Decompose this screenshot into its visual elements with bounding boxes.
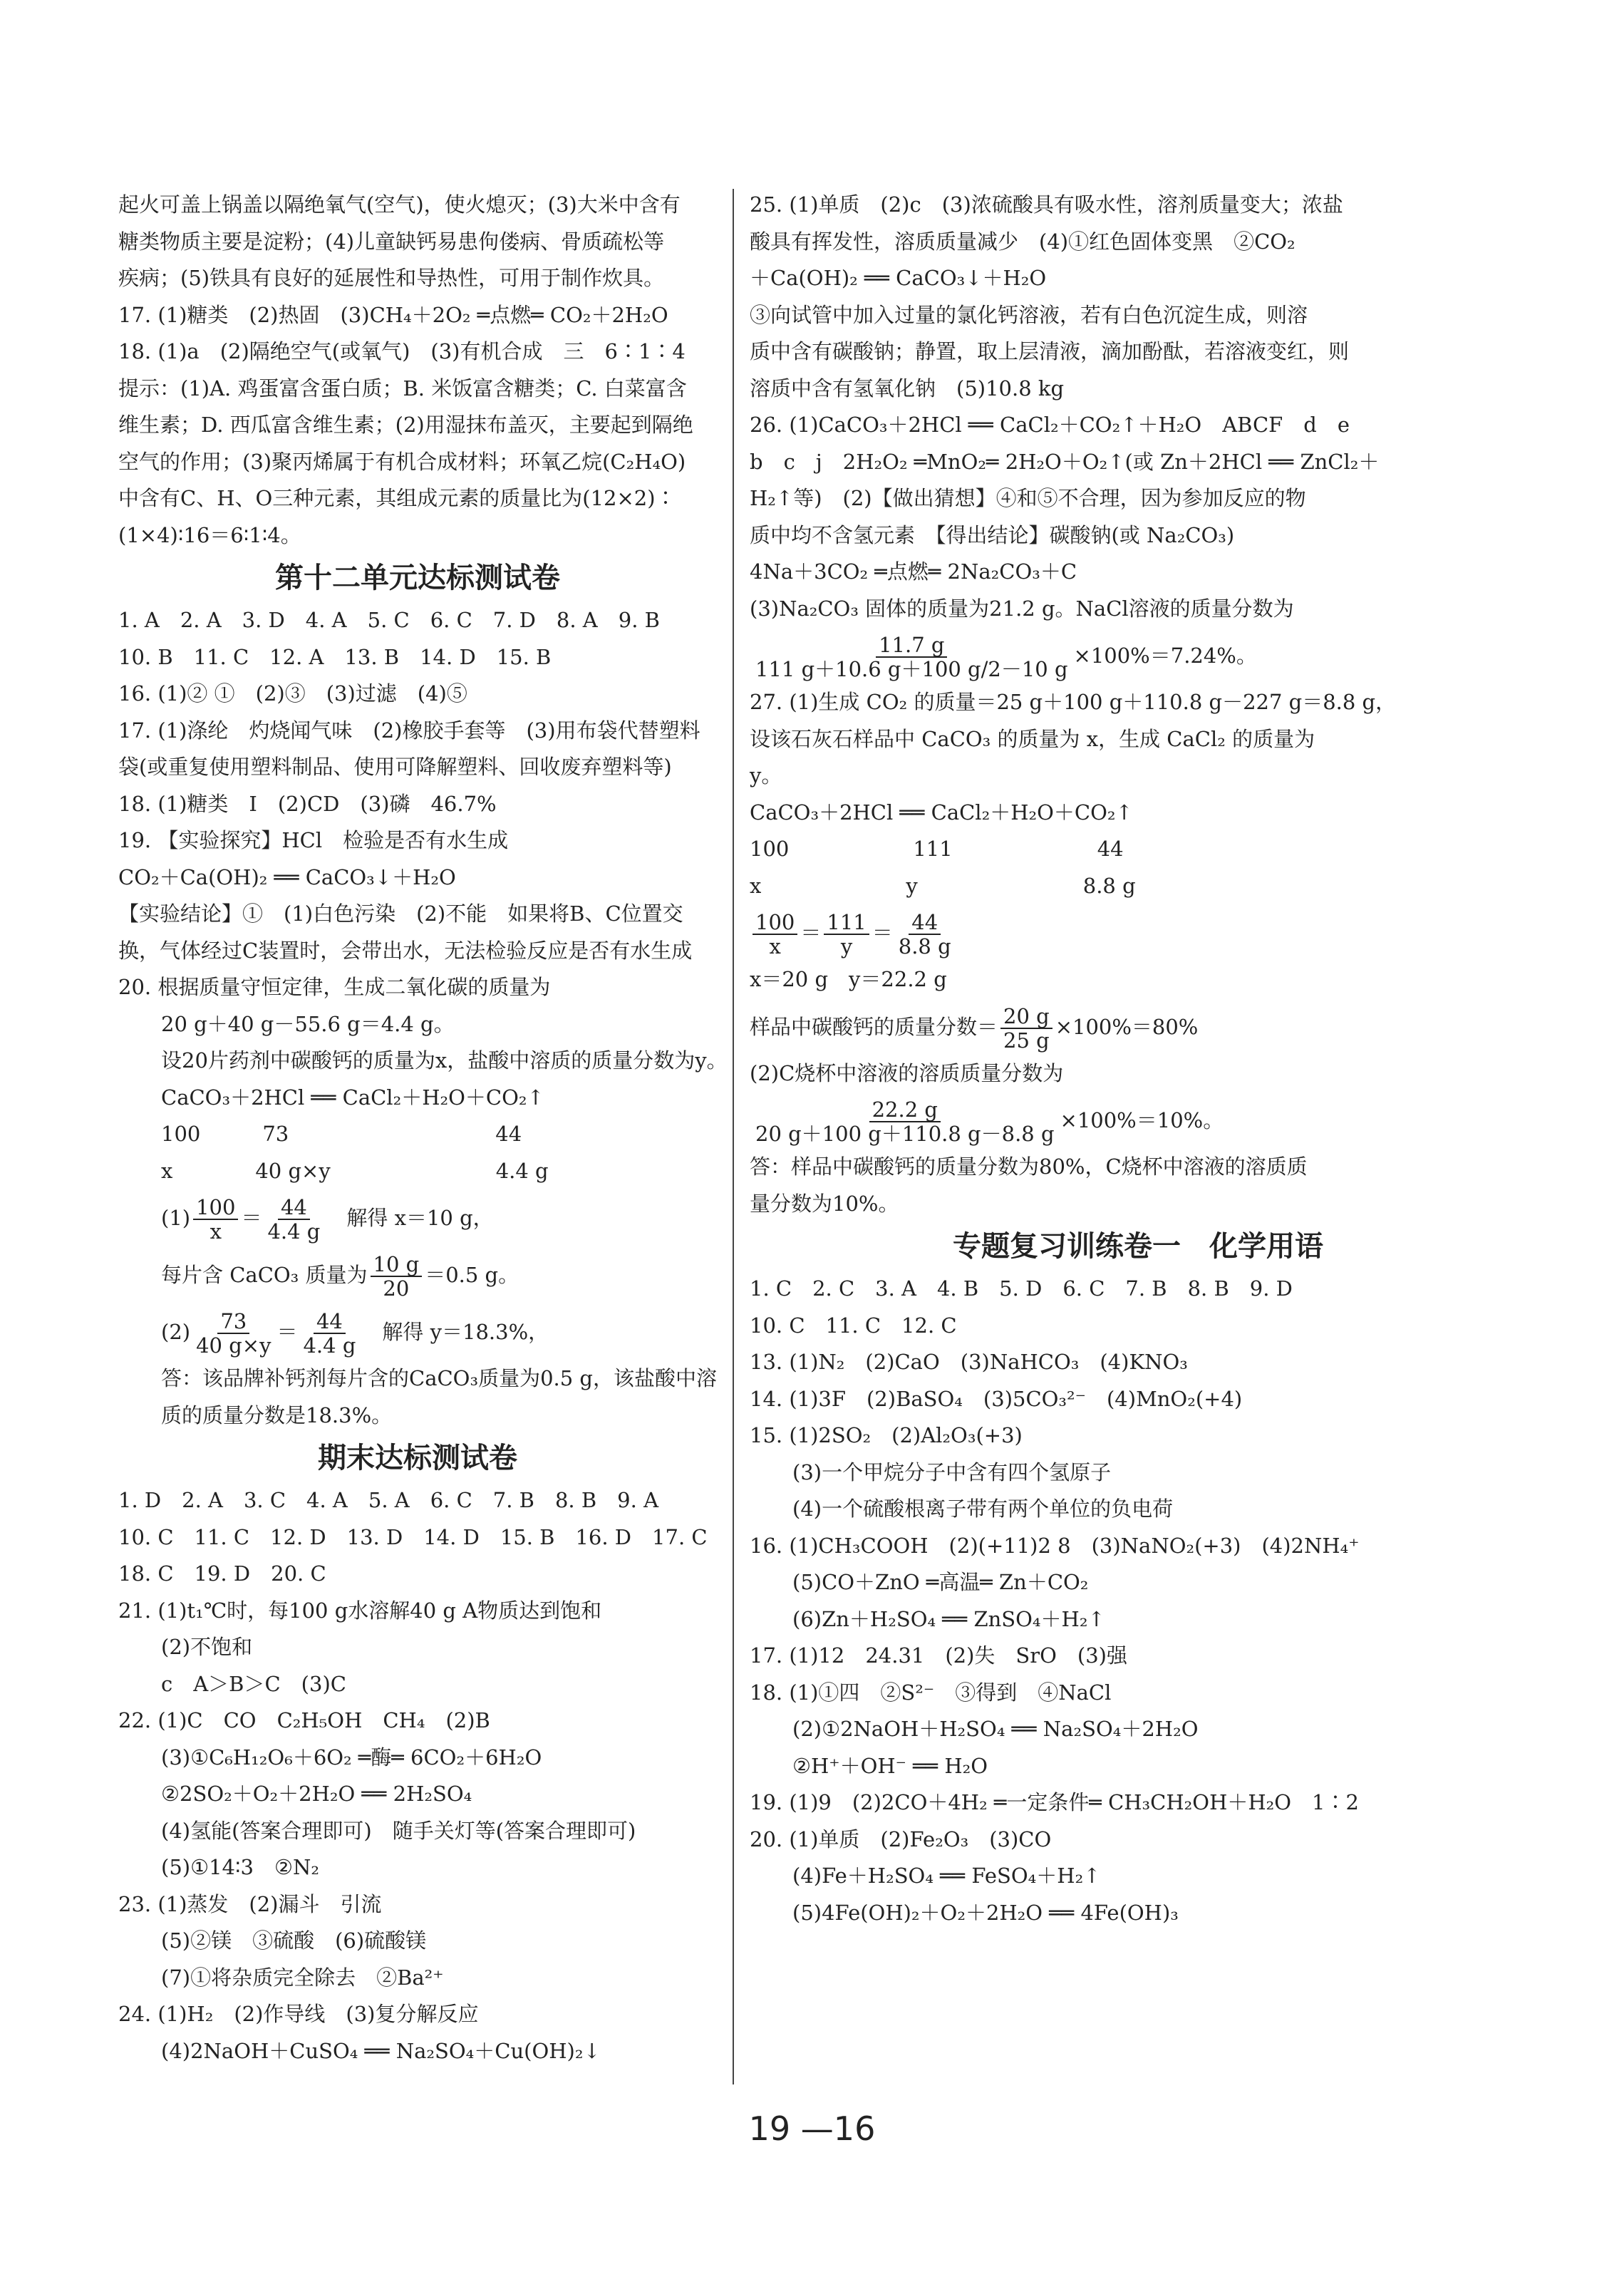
answer-line: 14. (1)3F (2)BaSO₄ (3)5CO₃²⁻ (4)MnO₂(+4) xyxy=(750,1386,1243,1411)
answer-line: 4Na＋3CO₂ ═点燃═ 2Na₂CO₃＋C xyxy=(750,559,1077,584)
section-heading: 专题复习训练卷一 化学用语 xyxy=(953,1230,1323,1263)
formula-line xyxy=(118,1189,717,1246)
answer-line: 18. (1)①四 ②S²⁻ ③得到 ④NaCl xyxy=(750,1680,1112,1705)
answer-line: 16. (1)② ① (2)③ (3)过滤 (4)⑤ xyxy=(118,681,467,706)
answer-line: 10. C 11. C 12. C xyxy=(750,1313,957,1338)
answer-line: 袋(或重复使用塑料制品、使用可降解塑料、回收废弃塑料等) xyxy=(118,755,672,779)
answer-line: 质中含有碳酸钠；静置，取上层清液，滴加酚酞，若溶液变红，则 xyxy=(750,339,1350,363)
numerator: 73 xyxy=(217,1310,249,1334)
left-column xyxy=(118,187,728,2070)
answer-line: 10. B 11. C 12. A 13. B 14. D 15. B xyxy=(118,644,552,669)
answer-line: 17. (1)糖类 (2)热固 (3)CH₄＋2O₂ ═点燃═ CO₂＋2H₂O xyxy=(118,302,668,327)
answer-line: CaCO₃＋2HCl ══ CaCl₂＋H₂O＋CO₂↑ xyxy=(750,800,1133,825)
numerator: 44 xyxy=(909,911,941,935)
formula-text: ＝ xyxy=(800,921,822,945)
numerator: 111 xyxy=(824,911,869,935)
fraction xyxy=(193,1196,238,1243)
denominator: 111 g＋10.6 g＋100 g/2－10 g xyxy=(755,657,1068,681)
answer-line: 1. C 2. C 3. A 4. B 5. D 6. C 7. B 8. B 9. D xyxy=(750,1276,1293,1301)
answer-line: x＝20 g y＝22.2 g xyxy=(750,967,947,991)
answer-line: x 40 g×y 4.4 g xyxy=(161,1158,549,1183)
fraction xyxy=(752,911,797,958)
answer-line: CaCO₃＋2HCl ══ CaCl₂＋H₂O＋CO₂↑ xyxy=(161,1085,544,1110)
answer-line: (4)Fe＋H₂SO₄ ══ FeSO₄＋H₂↑ xyxy=(792,1864,1101,1888)
answer-line: 起火可盖上锅盖以隔绝氧气(空气)，使火熄灭；(3)大米中含有 xyxy=(118,192,681,217)
answer-line: 提示：(1)A. 鸡蛋富含蛋白质；B. 米饭富含糖类；C. 白菜富含 xyxy=(118,376,687,401)
answer-line: (2)①2NaOH＋H₂SO₄ ══ Na₂SO₄＋2H₂O xyxy=(792,1717,1199,1741)
answer-line: 设20片药剂中碳酸钙的质量为x，盐酸中溶质的质量分数为y。 xyxy=(161,1048,728,1073)
fraction xyxy=(264,1196,323,1243)
numerator: 22.2 g xyxy=(869,1098,941,1122)
answer-line: 19. (1)9 (2)2CO＋4H₂ ═一定条件═ CH₃CH₂OH＋H₂O 1∶2 xyxy=(750,1790,1359,1814)
answer-line: 24. (1)H₂ (2)作导线 (3)复分解反应 xyxy=(118,2002,479,2026)
section-heading: 期末达标测试卷 xyxy=(318,1442,517,1474)
denominator: y xyxy=(840,934,853,959)
right-column xyxy=(750,187,1526,1931)
formula-line xyxy=(750,627,1526,684)
formula-line xyxy=(750,1092,1526,1149)
answer-line: 21. (1)t₁℃时，每100 g水溶解40 g A物质达到饱和 xyxy=(118,1598,602,1623)
numerator: 100 xyxy=(752,911,797,935)
fraction xyxy=(371,1253,423,1300)
answer-line: 100 111 44 xyxy=(750,837,1124,861)
answer-line: 答：该品牌补钙剂每片含的CaCO₃质量为0.5 g，该盐酸中溶 xyxy=(161,1366,717,1390)
numerator: 10 g xyxy=(371,1253,423,1277)
numerator: 44 xyxy=(314,1310,346,1334)
answer-line: H₂↑等) (2)【做出猜想】④和⑤不合理，因为参加反应的物 xyxy=(750,486,1306,510)
answer-line: x y 8.8 g xyxy=(750,873,1136,898)
formula-line xyxy=(750,904,1526,961)
answer-line: 1. D 2. A 3. C 4. A 5. A 6. C 7. B 8. B 9. A xyxy=(118,1488,659,1512)
fraction xyxy=(896,911,954,958)
denominator: 8.8 g xyxy=(898,934,951,959)
answer-line: (1×4)∶16＝6∶1∶4。 xyxy=(118,522,301,547)
answer-line: 中含有C、H、O三种元素，其组成元素的质量比为(12×2)∶ xyxy=(118,486,676,510)
answer-line: 质的质量分数是18.3%。 xyxy=(161,1402,393,1427)
answer-line: b c j 2H₂O₂ ═MnO₂═ 2H₂O＋O₂↑(或 Zn＋2HCl ══ ZnCl₂＋ xyxy=(750,449,1380,474)
answer-line: 19. 【实验探究】HCl 检验是否有水生成 xyxy=(118,828,509,852)
formula-text: 解得 y＝18.3%， xyxy=(361,1320,549,1344)
answer-line: (5)CO＋ZnO ═高温═ Zn＋CO₂ xyxy=(792,1570,1089,1594)
section-heading: 第十二单元达标测试卷 xyxy=(275,562,560,594)
fraction xyxy=(752,1098,1057,1145)
answer-line: 18. C 19. D 20. C xyxy=(118,1561,326,1586)
denominator: 20 g＋100 g＋110.8 g－8.8 g xyxy=(755,1122,1055,1146)
answer-line: 100 73 44 xyxy=(161,1122,522,1146)
answer-line: 维生素；D. 西瓜富含维生素；(2)用湿抹布盖灭，主要起到隔绝 xyxy=(118,413,693,437)
fraction xyxy=(1000,1005,1053,1052)
answer-line: y。 xyxy=(750,763,782,787)
formula-text: ×100%＝80% xyxy=(1055,1014,1199,1039)
answer-line: (5)①14∶3 ②N₂ xyxy=(161,1855,319,1879)
column-divider xyxy=(733,189,734,2084)
answer-line: c A＞B＞C (3)C xyxy=(161,1671,346,1696)
answer-line: 17. (1)涤纶 灼烧闻气味 (2)橡胶手套等 (3)用布袋代替塑料 xyxy=(118,718,700,743)
formula-text: 样品中碳酸钙的质量分数＝ xyxy=(750,1014,998,1039)
numerator: 11.7 g xyxy=(876,634,947,658)
answer-line: CO₂＋Ca(OH)₂ ══ CaCO₃↓＋H₂O xyxy=(118,864,456,889)
answer-line: ②2SO₂＋O₂＋2H₂O ══ 2H₂SO₄ xyxy=(161,1782,472,1806)
numerator: 100 xyxy=(193,1196,238,1220)
formula-text: (1) xyxy=(161,1206,191,1230)
formula-text: 每片含 CaCO₃ 质量为 xyxy=(161,1263,368,1287)
denominator: 4.4 g xyxy=(303,1333,356,1358)
formula-text: ×100%＝7.24%。 xyxy=(1073,644,1257,668)
answer-line: 13. (1)N₂ (2)CaO (3)NaHCO₃ (4)KNO₃ xyxy=(750,1350,1188,1374)
answer-line: 18. (1)糖类 I (2)CD (3)磷 46.7% xyxy=(118,791,497,816)
denominator: 25 g xyxy=(1003,1028,1050,1053)
fraction xyxy=(193,1310,274,1357)
answer-line: (2)C烧杯中溶液的溶质质量分数为 xyxy=(750,1060,1064,1085)
answer-line: 22. (1)C CO C₂H₅OH CH₄ (2)B xyxy=(118,1708,490,1732)
denominator: 40 g×y xyxy=(196,1333,271,1358)
formula-text: ＝ xyxy=(241,1206,262,1230)
answer-line: (7)①将杂质完全除去 ②Ba²⁺ xyxy=(161,1965,444,1990)
formula-text: ×100%＝10%。 xyxy=(1060,1108,1224,1132)
answer-line: (3)一个甲烷分子中含有四个氢原子 xyxy=(792,1459,1112,1484)
answer-line: 16. (1)CH₃COOH (2)(+11)2 8 (3)NaNO₂(+3) (4)2NH₄⁺ xyxy=(750,1533,1360,1558)
denominator: 20 xyxy=(383,1276,410,1301)
answer-line: 25. (1)单质 (2)c (3)浓硫酸具有吸水性，溶剂质量变大；浓盐 xyxy=(750,192,1343,217)
answer-line: 疾病；(5)铁具有良好的延展性和导热性，可用于制作炊具。 xyxy=(118,266,665,290)
formula-text: ＝ xyxy=(276,1320,298,1344)
formula-line xyxy=(118,1246,717,1303)
formula-line xyxy=(118,1303,717,1360)
answer-line: (6)Zn＋H₂SO₄ ══ ZnSO₄＋H₂↑ xyxy=(792,1606,1105,1631)
answer-line: 溶质中含有氢氧化钠 (5)10.8 kg xyxy=(750,376,1065,401)
page-number: 19 —16 xyxy=(748,2109,876,2148)
fraction xyxy=(300,1310,358,1357)
answer-line: 18. (1)a (2)隔绝空气(或氧气) (3)有机合成 三 6∶1∶4 xyxy=(118,339,686,363)
answer-line: (3)Na₂CO₃ 固体的质量为21.2 g。NaCl溶液的质量分数为 xyxy=(750,596,1294,621)
numerator: 20 g xyxy=(1000,1005,1053,1029)
answer-line: (2)不饱和 xyxy=(161,1635,253,1659)
fraction xyxy=(752,634,1071,681)
answer-line: 15. (1)2SO₂ (2)Al₂O₃(+3) xyxy=(750,1423,1023,1447)
formula-text: (2) xyxy=(161,1320,191,1344)
answer-line: 质中均不含氢元素 【得出结论】碳酸钠(或 Na₂CO₃) xyxy=(750,522,1235,547)
answer-line: ③向试管中加入过量的氯化钙溶液，若有白色沉淀生成，则溶 xyxy=(750,302,1308,327)
formula-text: 解得 x＝10 g， xyxy=(326,1206,494,1230)
formula-line xyxy=(750,998,1526,1055)
answer-line: (5)②镁 ③硫酸 (6)硫酸镁 xyxy=(161,1928,427,1953)
answer-line: 26. (1)CaCO₃＋2HCl ══ CaCl₂＋CO₂↑＋H₂O ABCF d e xyxy=(750,413,1350,437)
answer-line: 糖类物质主要是淀粉；(4)儿童缺钙易患佝偻病、骨质疏松等 xyxy=(118,229,665,254)
answer-line: 27. (1)生成 CO₂ 的质量＝25 g＋100 g＋110.8 g－227 g＝8.8 g， xyxy=(750,690,1397,714)
answer-line: 答：样品中碳酸钙的质量分数为80%，C烧杯中溶液的溶质质 xyxy=(750,1154,1308,1179)
denominator: x xyxy=(769,934,781,959)
denominator: x xyxy=(210,1219,222,1244)
numerator: 44 xyxy=(278,1196,310,1220)
answer-line: 20 g＋40 g－55.6 g＝4.4 g。 xyxy=(161,1011,455,1036)
answer-line: (4)氢能(答案合理即可) 随手关灯等(答案合理即可) xyxy=(161,1818,636,1843)
answer-line: 换，气体经过C装置时，会带出水，无法检验反应是否有水生成 xyxy=(118,938,693,963)
formula-text: ＝ xyxy=(872,921,893,945)
answer-line: ＋Ca(OH)₂ ══ CaCO₃↓＋H₂O xyxy=(750,266,1047,290)
answer-line: 设该石灰石样品中 CaCO₃ 的质量为 x，生成 CaCl₂ 的质量为 xyxy=(750,726,1315,751)
answer-line: 17. (1)12 24.31 (2)失 SrO (3)强 xyxy=(750,1643,1128,1668)
formula-text: ＝0.5 g。 xyxy=(425,1263,519,1287)
answer-line: 量分数为10%。 xyxy=(750,1191,899,1216)
answer-line: 20. 根据质量守恒定律，生成二氧化碳的质量为 xyxy=(118,975,551,999)
answer-line: (4)一个硫酸根离子带有两个单位的负电荷 xyxy=(792,1497,1174,1521)
fraction xyxy=(824,911,869,958)
answer-line: (4)2NaOH＋CuSO₄ ══ Na₂SO₄＋Cu(OH)₂↓ xyxy=(161,2038,601,2063)
answer-line: 20. (1)单质 (2)Fe₂O₃ (3)CO xyxy=(750,1827,1052,1851)
answer-line: (3)①C₆H₁₂O₆＋6O₂ ═酶═ 6CO₂＋6H₂O xyxy=(161,1745,542,1769)
answer-line: 10. C 11. C 12. D 13. D 14. D 15. B 16. D 17. C xyxy=(118,1524,708,1549)
answer-line: 1. A 2. A 3. D 4. A 5. C 6. C 7. D 8. A 9. B xyxy=(118,608,660,632)
answer-line: ②H⁺＋OH⁻ ══ H₂O xyxy=(792,1753,988,1778)
answer-line: 空气的作用；(3)聚丙烯属于有机合成材料；环氧乙烷(C₂H₄O) xyxy=(118,449,686,474)
answer-line: (5)4Fe(OH)₂＋O₂＋2H₂O ══ 4Fe(OH)₃ xyxy=(792,1900,1179,1925)
answer-line: 23. (1)蒸发 (2)漏斗 引流 xyxy=(118,1891,382,1916)
denominator: 4.4 g xyxy=(267,1219,321,1244)
answer-line: 酸具有挥发性，溶质质量减少 (4)①红色固体变黑 ②CO₂ xyxy=(750,229,1295,254)
answer-line: 【实验结论】① (1)白色污染 (2)不能 如果将B、C位置交 xyxy=(118,901,683,926)
